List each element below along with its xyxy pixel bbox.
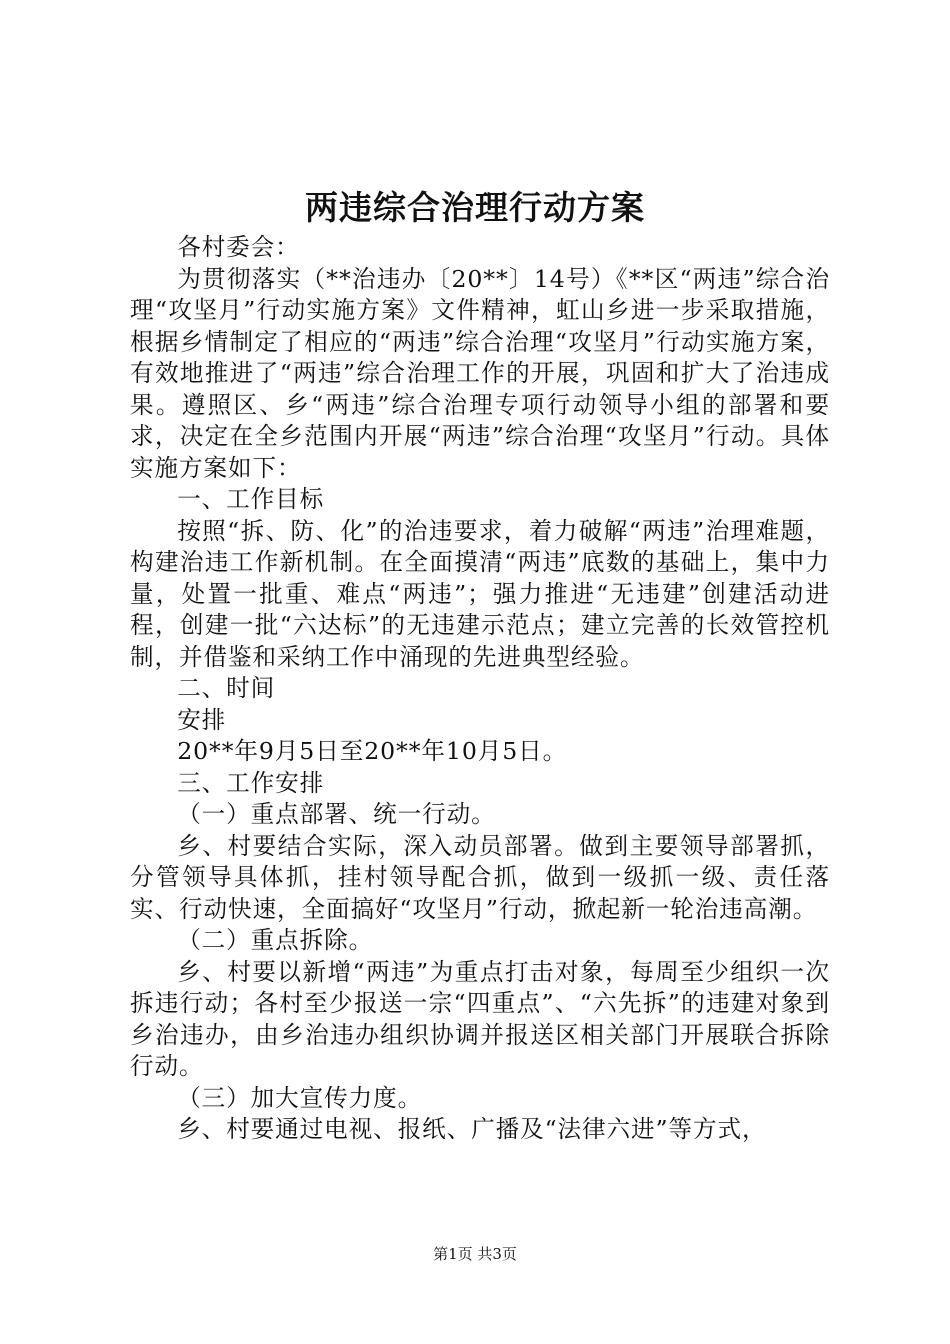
demolition-paragraph: 乡、村要以新增“两违”为重点打击对象，每周至少组织一次拆违行动；各村至少报送一宗“四重点”、“六先拆”的违建对象到乡治违办，由乡治违办组织协调并报送区相关部门开展联合拆除行动。 (130, 957, 830, 1080)
salutation: 各村委会： (177, 233, 300, 261)
subheading-publicity: （三）加大宣传力度。 (177, 1083, 423, 1112)
section-heading-goals: 一、工作目标 (177, 485, 325, 513)
subheading-demolition: （二）重点拆除。 (177, 926, 374, 954)
page-number-footer: 第1页 共3页 (433, 1245, 517, 1263)
document-body (130, 232, 830, 1146)
publicity-paragraph: 乡、村要通过电视、报纸、广播及“法律六进”等方式， (177, 1115, 767, 1143)
section-heading-time: 二、时间 (177, 674, 276, 702)
time-range: 20**年9月5日至20**年10月5日。 (177, 737, 568, 765)
document-title: 两违综合治理行动方案 (305, 188, 645, 227)
deployment-paragraph: 乡、村要结合实际，深入动员部署。做到主要领导部署抓，分管领导具体抓，挂村领导配合抓，做到一级抓一级、责任落实、行动快速，全面搞好“攻坚月”行动，掀起新一轮治违高潮。 (130, 831, 830, 923)
section-heading-arrangement: 三、工作安排 (177, 768, 325, 797)
section-heading-time-continued: 安排 (177, 705, 227, 734)
goals-paragraph: 按照“拆、防、化”的治违要求，着力破解“两违”治理难题，构建治违工作新机制。在全面摸清“两违”底数的基础上，集中力量，处置一批重、难点“两违”；强力推进“无违建”创建活动进程，创建一批“六达标”的无违建示范点；建立完善的长效管控机制，并借鉴和采纳工作中涌现的先进典型经验。 (130, 516, 830, 671)
subheading-deployment: （一）重点部署、统一行动。 (177, 800, 496, 828)
intro-paragraph: 为贯彻落实（**治违办〔20**〕14号）《**区“两违”综合治理“攻坚月”行动实施方案》文件精神，虹山乡进一步采取措施，根据乡情制定了相应的“两违”综合治理“攻坚月”行动实施方案，有效地推进了“两违”综合治理工作的开展，巩固和扩大了治违成果。遵照区、乡“两违”综合治理专项行动领导小组的部署和要求，决定在全乡范围内开展“两违”综合治理“攻坚月”行动。具体实施方案如下： (130, 264, 830, 482)
